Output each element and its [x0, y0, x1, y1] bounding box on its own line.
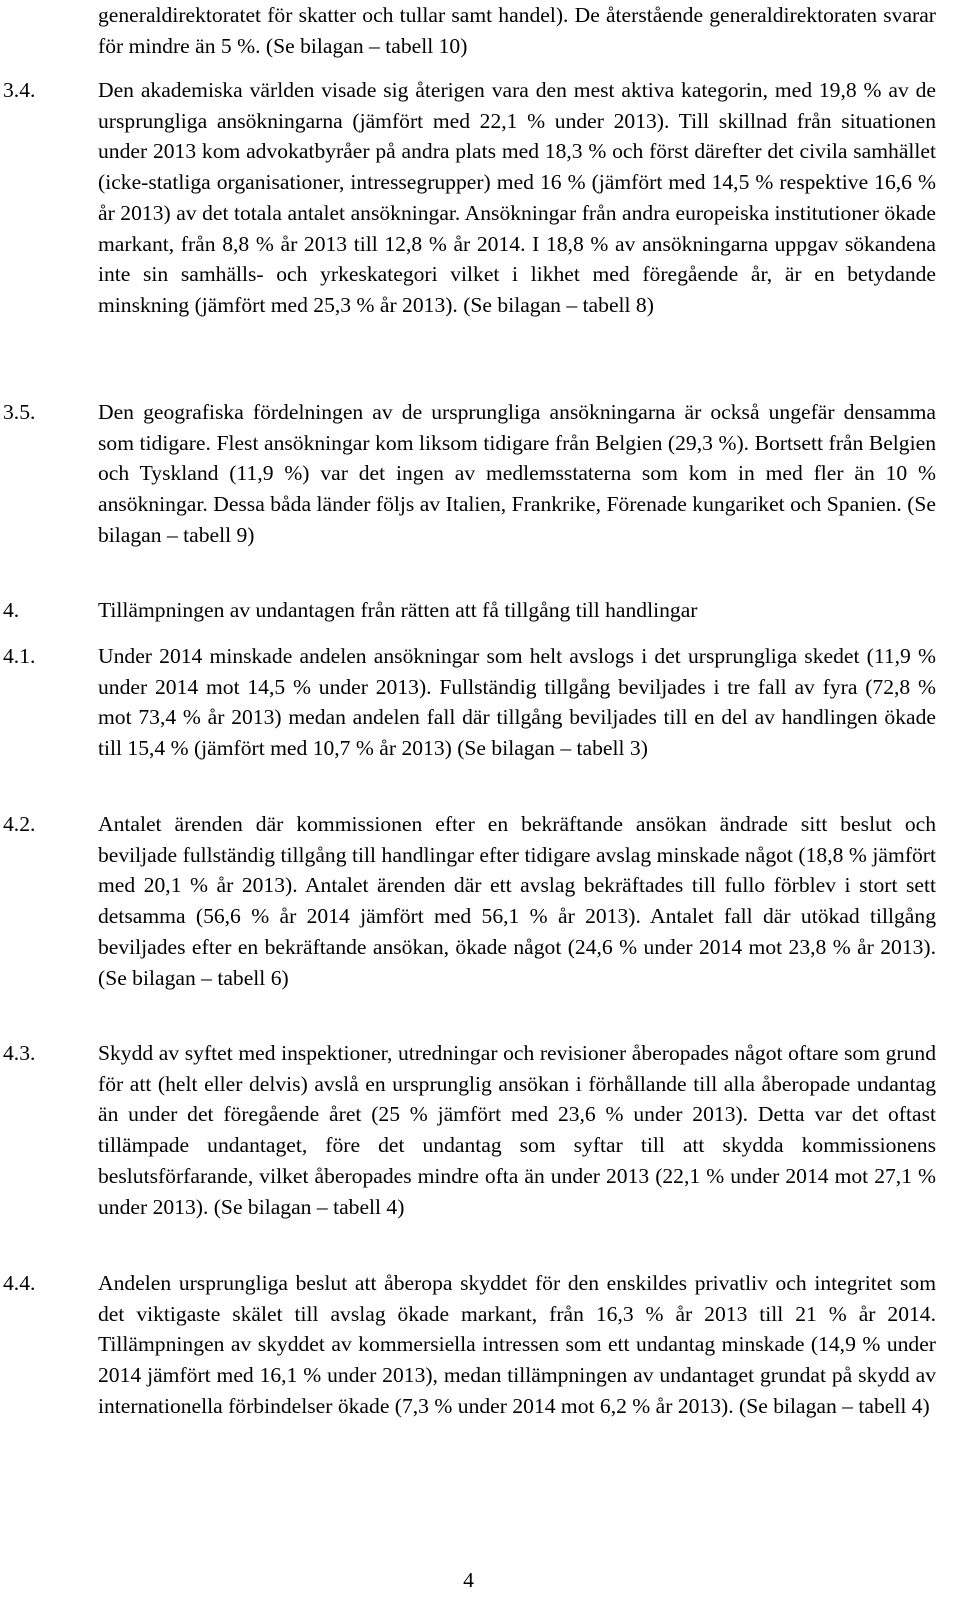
section-number-4-2: 4.2. — [3, 812, 36, 836]
section-number-4-3: 4.3. — [3, 1041, 36, 1065]
section-4-1-text: Under 2014 minskade andelen ansökningar som helt avslogs i det ursprungliga skedet (11,9 % under 2014 mot 14,5 % under 2013). Fullständig tillgång beviljades i tre fall av fyra (72,8 % mot 73,4 % år 2013) medan andelen fall där tillgång beviljades till en del av handlingen ökade till 15,4 % (jämfört med 10,7 % år 2013) (Se bilagan – tabell 3) — [98, 644, 936, 761]
section-number-3-5: 3.5. — [3, 400, 36, 424]
section-number-4-4: 4.4. — [3, 1271, 36, 1295]
section-number-4: 4. — [3, 598, 20, 622]
section-4-2-text: Antalet ärenden där kommissionen efter en bekräftande ansökan ändrade sitt beslut och beviljade fullständig tillgång till handlingar efter tidigare avslag minskade något (18,8 % jämfört med 20,1 % år 2013). Antalet ärenden där ett avslag bekräftades till fullo förblev i stort sett detsamma (56,6 % år 2014 jämfört med 56,1 % år 2013). Antalet fall där utökad tillgång beviljades efter en bekräftande ansökan, ökade något (24,6 % under 2014 mot 23,8 % år 2013). (Se bilagan – tabell 6) — [98, 812, 936, 990]
continuation-paragraph: generaldirektoratet för skatter och tullar samt handel). De återstående generaldirektoraten svarar för mindre än 5 %. (Se bilagan – tabell 10) — [98, 3, 936, 58]
section-3-5-text: Den geografiska fördelningen av de ursprungliga ansökningarna är också ungefär densamma som tidigare. Flest ansökningar kom liksom tidigare från Belgien (29,3 %). Bortsett från Belgien och Tyskland (11,9 %) var det ingen av medlemsstaterna som kom in med fler än 10 % ansökningar. Dessa båda länder följs av Italien, Frankrike, Förenade kungariket och Spanien. (Se bilagan – tabell 9) — [98, 400, 936, 547]
section-4-heading: Tillämpningen av undantagen från rätten att få tillgång till handlingar — [98, 598, 698, 622]
section-number-4-1: 4.1. — [3, 644, 36, 668]
section-number-3-4: 3.4. — [3, 78, 36, 102]
section-4-4-text: Andelen ursprungliga beslut att åberopa skyddet för den enskildes privatliv och integritet som det viktigaste skälet till avslag ökade markant, från 16,3 % år 2013 till 21 % år 2014. Tillämpningen av skyddet av kommersiella intressen som ett undantag minskade (14,9 % under 2014 jämfört med 16,1 % under 2013), medan tillämpningen av undantaget grundat på skydd av internationella förbindelser ökade (7,3 % under 2014 mot 6,2 % år 2013). (Se bilagan – tabell 4) — [98, 1271, 936, 1418]
page-number: 4 — [463, 1568, 474, 1592]
section-4-3-text: Skydd av syftet med inspektioner, utredningar och revisioner åberopades något oftare som grund för att (helt eller delvis) avslå en ursprunglig ansökan i förhållande till alla åberopade undantag än under det föregående året (25 % jämfört med 23,6 % under 2013). Detta var det oftast tillämpade undantaget, före det undantag som syftar till att skydda kommissionens beslutsförfarande, vilket åberopades mindre ofta än under 2013 (22,1 % under 2014 mot 27,1 % under 2013). (Se bilagan – tabell 4) — [98, 1041, 936, 1219]
section-3-4-text: Den akademiska världen visade sig återigen vara den mest aktiva kategorin, med 19,8 % av de ursprungliga ansökningarna (jämfört med 22,1 % under 2013). Till skillnad från situationen under 2013 kom advokatbyråer på andra plats med 18,3 % och först därefter det civila samhället (icke-statliga organisationer, intressegrupper) med 16 % (jämfört med 14,5 % respektive 16,6 % år 2013) av det totala antalet ansökningar. Ansökningar från andra europeiska institutioner ökade markant, från 8,8 % år 2013 till 12,8 % år 2014. I 18,8 % av ansökningarna uppgav sökandena inte sin samhälls- och yrkeskategori vilket i likhet med föregående år, är en betydande minskning (jämfört med 25,3 % år 2013). (Se bilagan – tabell 8) — [98, 78, 936, 317]
